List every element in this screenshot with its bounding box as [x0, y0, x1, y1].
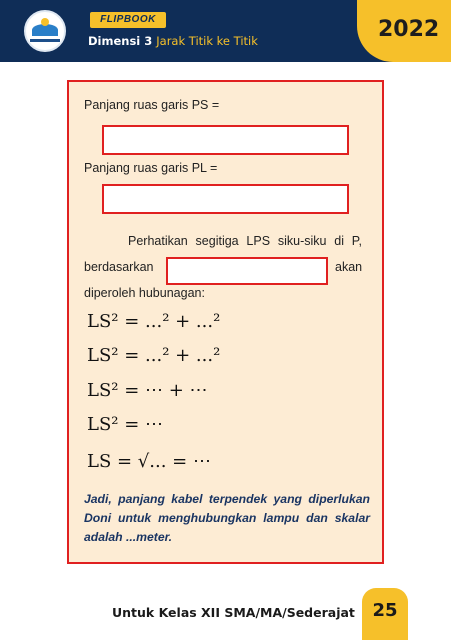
- paragraph-end: diperoleh hubunagan:: [84, 286, 205, 300]
- equation-4: LS² = ⋯: [87, 414, 164, 435]
- pl-label: Panjang ruas garis PL =: [84, 161, 218, 175]
- footer-grade-label: Untuk Kelas XII SMA/MA/Sederajat: [112, 605, 355, 620]
- subtitle-main: Dimensi 3: [88, 34, 157, 48]
- subtitle-accent: Jarak Titik ke Titik: [156, 34, 258, 48]
- equation-1: LS² = ...² + ...²: [87, 311, 221, 332]
- ps-answer-box[interactable]: [102, 125, 349, 155]
- equation-5: LS = √... = ⋯: [87, 451, 211, 472]
- page-number: 25: [372, 600, 398, 621]
- paragraph-akan: akan: [335, 260, 363, 274]
- pl-answer-box[interactable]: [102, 184, 349, 214]
- paragraph-berdasarkan: berdasarkan: [84, 260, 154, 274]
- year-label: 2022: [378, 17, 440, 42]
- equation-3: LS² = ⋯ + ⋯: [87, 380, 208, 401]
- ps-label: Panjang ruas garis PS =: [84, 98, 220, 112]
- paragraph-start: Perhatikan segitiga LPS siku-siku di P,: [128, 234, 362, 248]
- flipbook-badge: FLIPBOOK: [90, 12, 166, 28]
- conclusion-text: Jadi, panjang kabel terpendek yang diperlukan Doni untuk menghubungkan lampu dan skalar adalah ...meter.: [84, 492, 370, 544]
- logo-icon: [24, 10, 66, 52]
- chapter-subtitle: [88, 34, 258, 48]
- header-bar: [0, 0, 451, 62]
- equation-2: LS² = ...² + ...²: [87, 345, 221, 366]
- basis-answer-box[interactable]: [166, 257, 328, 285]
